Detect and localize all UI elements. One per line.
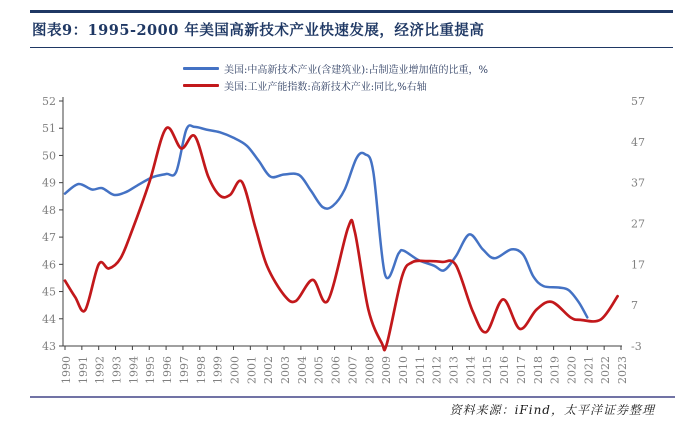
- svg-text:1991: 1991: [76, 356, 90, 384]
- svg-text:27: 27: [631, 217, 645, 231]
- svg-text:2006: 2006: [329, 356, 343, 384]
- svg-text:2012: 2012: [430, 356, 444, 384]
- svg-text:-3: -3: [631, 340, 642, 353]
- svg-text:2022: 2022: [599, 356, 613, 384]
- svg-text:2000: 2000: [228, 356, 242, 384]
- svg-text:44: 44: [42, 312, 56, 326]
- blue-line-swatch: [183, 67, 219, 70]
- svg-text:7: 7: [631, 299, 638, 313]
- svg-text:2001: 2001: [245, 356, 259, 384]
- svg-text:57: 57: [631, 95, 645, 108]
- svg-text:49: 49: [42, 176, 56, 190]
- svg-text:2018: 2018: [531, 356, 545, 384]
- legend-label-blue: 美国:中高新技术产业(含建筑业):占制造业增加值的比重，%: [224, 64, 489, 76]
- svg-text:2016: 2016: [498, 356, 512, 384]
- svg-text:51: 51: [42, 122, 56, 136]
- svg-text:2005: 2005: [312, 356, 326, 384]
- svg-text:45: 45: [42, 285, 56, 299]
- right-axis-labels: [631, 95, 645, 353]
- svg-text:47: 47: [631, 135, 645, 149]
- svg-text:2002: 2002: [262, 356, 276, 384]
- left-axis-labels: [42, 95, 63, 353]
- chart-title: 图表9：1995-2000 年美国高新技术产业快速发展，经济比重提高: [32, 22, 485, 39]
- svg-text:50: 50: [42, 149, 56, 163]
- svg-text:43: 43: [42, 340, 56, 353]
- series-line-red: [65, 128, 618, 351]
- svg-text:37: 37: [631, 176, 645, 190]
- svg-text:2007: 2007: [346, 356, 360, 384]
- red-line-swatch: [183, 84, 219, 87]
- legend-item-blue: [183, 61, 488, 75]
- svg-text:2011: 2011: [413, 356, 427, 384]
- svg-text:2004: 2004: [295, 356, 309, 384]
- svg-text:2014: 2014: [464, 356, 478, 384]
- svg-text:2017: 2017: [514, 356, 528, 384]
- svg-text:1990: 1990: [60, 356, 73, 384]
- svg-text:1996: 1996: [161, 356, 175, 384]
- svg-text:1992: 1992: [93, 356, 107, 384]
- svg-text:1994: 1994: [127, 356, 141, 384]
- svg-text:1995: 1995: [144, 356, 158, 384]
- svg-text:2009: 2009: [380, 356, 394, 384]
- svg-text:2010: 2010: [396, 356, 410, 384]
- legend-label-red: 美国:工业产能指数:高新技术产业:同比,%右轴: [224, 81, 427, 93]
- svg-text:2003: 2003: [279, 356, 293, 384]
- svg-text:2013: 2013: [447, 356, 461, 384]
- svg-text:2021: 2021: [582, 356, 596, 384]
- svg-text:2008: 2008: [363, 356, 377, 384]
- svg-text:2020: 2020: [565, 356, 579, 384]
- svg-text:1997: 1997: [177, 356, 191, 384]
- chart-legend: [183, 61, 488, 92]
- svg-text:48: 48: [42, 203, 56, 217]
- svg-text:46: 46: [42, 258, 56, 272]
- legend-item-red: [183, 78, 488, 92]
- svg-text:2023: 2023: [616, 356, 629, 384]
- svg-text:47: 47: [42, 231, 56, 245]
- svg-text:1998: 1998: [194, 356, 208, 384]
- svg-text:1999: 1999: [211, 356, 225, 384]
- svg-text:1993: 1993: [110, 356, 124, 384]
- x-axis-labels: [60, 346, 629, 384]
- series-line-blue: [65, 125, 587, 317]
- footer-divider: [30, 396, 675, 398]
- svg-text:52: 52: [42, 95, 56, 108]
- source-note: 资料来源：iFind，太平洋证券整理: [449, 403, 655, 417]
- svg-text:2019: 2019: [548, 356, 562, 384]
- svg-text:2015: 2015: [481, 356, 495, 385]
- svg-text:17: 17: [631, 258, 645, 272]
